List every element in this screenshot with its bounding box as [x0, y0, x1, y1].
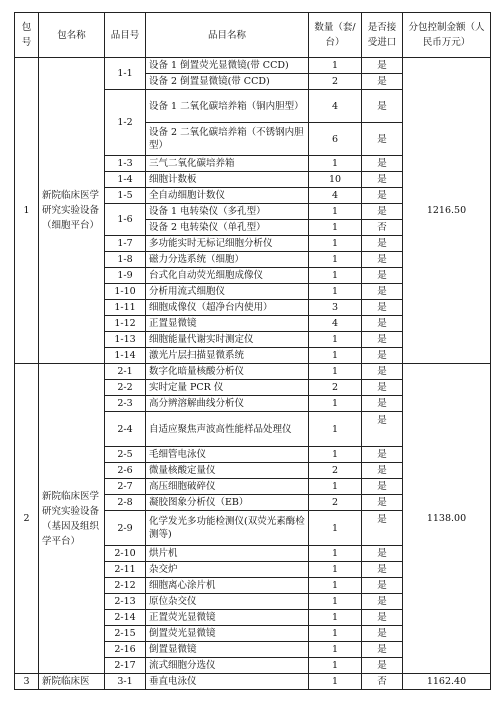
header-import: 是否接受进口	[362, 13, 403, 58]
header-pkg-name: 包名称	[39, 13, 105, 58]
item-qty: 1	[309, 332, 362, 348]
item-name: 设备 1 二氧化碳培养箱（铜内胆型）	[146, 90, 309, 123]
header-pkg-no: 包号	[15, 13, 39, 58]
procurement-table	[14, 12, 491, 690]
item-qty: 4	[309, 316, 362, 332]
item-import: 是	[362, 252, 403, 268]
item-qty: 1	[309, 236, 362, 252]
item-number: 1-9	[105, 268, 146, 284]
table-row	[15, 674, 491, 690]
item-import: 是	[362, 594, 403, 610]
item-qty: 3	[309, 300, 362, 316]
item-name: 倒置显微镜	[146, 642, 309, 658]
item-name: 高分辨溶解曲线分析仪	[146, 396, 309, 412]
item-import: 是	[362, 123, 403, 156]
item-qty: 2	[309, 463, 362, 479]
item-name: 流式细胞分选仪	[146, 658, 309, 674]
item-import: 是	[362, 412, 403, 447]
item-name: 细胞成像仪（超净台内使用）	[146, 300, 309, 316]
header-item-no: 品目号	[105, 13, 146, 58]
item-name: 凝胶图象分析仪（EB）	[146, 495, 309, 511]
item-name: 正置荧光显微镜	[146, 610, 309, 626]
item-qty: 4	[309, 90, 362, 123]
item-qty: 1	[309, 562, 362, 578]
item-import: 是	[362, 172, 403, 188]
item-name: 设备 2 倒置显微镜(带 CCD)	[146, 74, 309, 90]
item-import: 是	[362, 658, 403, 674]
item-qty: 1	[309, 594, 362, 610]
item-import: 是	[362, 348, 403, 364]
item-import: 是	[362, 495, 403, 511]
item-qty: 1	[309, 252, 362, 268]
item-qty: 1	[309, 658, 362, 674]
item-qty: 2	[309, 380, 362, 396]
item-number: 1-12	[105, 316, 146, 332]
item-qty: 1	[309, 610, 362, 626]
item-import: 是	[362, 236, 403, 252]
item-qty: 1	[309, 674, 362, 690]
item-qty: 10	[309, 172, 362, 188]
header-budget: 分包控制金额（人民币万元）	[403, 13, 491, 58]
item-qty: 1	[309, 412, 362, 447]
item-number: 2-12	[105, 578, 146, 594]
item-import: 是	[362, 562, 403, 578]
item-name: 细胞计数板	[146, 172, 309, 188]
table-row	[15, 58, 491, 74]
item-qty: 1	[309, 348, 362, 364]
item-name: 数字化暗量核酸分析仪	[146, 364, 309, 380]
item-number: 1-1	[105, 58, 146, 90]
item-number: 1-5	[105, 188, 146, 204]
item-number: 2-1	[105, 364, 146, 380]
item-name: 杂交炉	[146, 562, 309, 578]
item-number: 1-3	[105, 156, 146, 172]
item-import: 是	[362, 511, 403, 546]
item-import: 是	[362, 204, 403, 220]
item-import: 是	[362, 90, 403, 123]
item-number: 1-11	[105, 300, 146, 316]
item-name: 自适应聚焦声波高性能样品处理仪	[146, 412, 309, 447]
item-qty: 2	[309, 495, 362, 511]
item-qty: 1	[309, 511, 362, 546]
package-name: 新院临床医	[39, 674, 105, 690]
item-import: 是	[362, 463, 403, 479]
item-import: 是	[362, 58, 403, 74]
item-import: 是	[362, 578, 403, 594]
item-qty: 1	[309, 364, 362, 380]
item-number: 1-14	[105, 348, 146, 364]
item-name: 原位杂交仪	[146, 594, 309, 610]
procurement-table-page	[14, 12, 490, 690]
item-import: 是	[362, 156, 403, 172]
item-number: 1-10	[105, 284, 146, 300]
item-number: 1-6	[105, 204, 146, 236]
item-number: 2-14	[105, 610, 146, 626]
item-number: 2-11	[105, 562, 146, 578]
item-name: 激光片层扫描显微系统	[146, 348, 309, 364]
item-import: 是	[362, 364, 403, 380]
item-import: 否	[362, 674, 403, 690]
item-qty: 1	[309, 626, 362, 642]
item-name: 毛细管电泳仪	[146, 447, 309, 463]
item-name: 细胞离心涂片机	[146, 578, 309, 594]
header-item-name: 品目名称	[146, 13, 309, 58]
item-import: 是	[362, 332, 403, 348]
item-name: 设备 2 二氧化碳培养箱（不锈钢内胆型）	[146, 123, 309, 156]
item-import: 是	[362, 74, 403, 90]
item-qty: 1	[309, 204, 362, 220]
item-name: 磁力分选系统（细胞）	[146, 252, 309, 268]
item-name: 全自动细胞计数仪	[146, 188, 309, 204]
item-name: 正置显微镜	[146, 316, 309, 332]
item-import: 否	[362, 220, 403, 236]
item-number: 2-16	[105, 642, 146, 658]
item-qty: 1	[309, 156, 362, 172]
item-number: 2-3	[105, 396, 146, 412]
item-number: 2-13	[105, 594, 146, 610]
item-import: 是	[362, 642, 403, 658]
item-import: 是	[362, 447, 403, 463]
item-qty: 1	[309, 268, 362, 284]
item-import: 是	[362, 396, 403, 412]
package-number: 3	[15, 674, 39, 690]
item-number: 2-15	[105, 626, 146, 642]
package-number: 2	[15, 364, 39, 674]
item-qty: 1	[309, 220, 362, 236]
item-import: 是	[362, 610, 403, 626]
item-import: 是	[362, 316, 403, 332]
item-import: 是	[362, 546, 403, 562]
package-budget: 1162.40	[403, 674, 491, 690]
item-name: 实时定量 PCR 仪	[146, 380, 309, 396]
item-qty: 2	[309, 74, 362, 90]
item-number: 3-1	[105, 674, 146, 690]
item-number: 1-2	[105, 90, 146, 156]
table-row	[15, 364, 491, 380]
item-qty: 1	[309, 479, 362, 495]
item-import: 是	[362, 300, 403, 316]
item-qty: 1	[309, 546, 362, 562]
item-number: 2-8	[105, 495, 146, 511]
item-qty: 1	[309, 284, 362, 300]
item-name: 化学发光多功能检测仪(双荧光素酶检测等)	[146, 511, 309, 546]
item-number: 2-10	[105, 546, 146, 562]
item-name: 设备 2 电转染仪（单孔型）	[146, 220, 309, 236]
item-number: 1-7	[105, 236, 146, 252]
item-import: 是	[362, 626, 403, 642]
item-name: 多功能实时无标记细胞分析仪	[146, 236, 309, 252]
header-row	[15, 13, 491, 58]
item-number: 2-4	[105, 412, 146, 447]
item-name: 细胞能量代谢实时测定仪	[146, 332, 309, 348]
package-name: 新院临床医学研究实验设备（细胞平台）	[39, 58, 105, 364]
item-name: 微量核酸定量仪	[146, 463, 309, 479]
item-qty: 1	[309, 642, 362, 658]
item-name: 台式化自动荧光细胞成像仪	[146, 268, 309, 284]
item-qty: 6	[309, 123, 362, 156]
package-number: 1	[15, 58, 39, 364]
item-name: 分析用流式细胞仪	[146, 284, 309, 300]
item-name: 三气二氧化碳培养箱	[146, 156, 309, 172]
item-qty: 1	[309, 578, 362, 594]
item-qty: 1	[309, 58, 362, 74]
package-budget: 1138.00	[403, 364, 491, 674]
item-name: 设备 1 电转染仪（多孔型）	[146, 204, 309, 220]
item-number: 2-2	[105, 380, 146, 396]
package-name: 新院临床医学研究实验设备（基因及组织学平台）	[39, 364, 105, 674]
item-number: 2-6	[105, 463, 146, 479]
item-name: 倒置荧光显微镜	[146, 626, 309, 642]
item-name: 垂直电泳仪	[146, 674, 309, 690]
item-name: 烘片机	[146, 546, 309, 562]
item-number: 2-5	[105, 447, 146, 463]
item-name: 设备 1 倒置荧光显微镜(带 CCD)	[146, 58, 309, 74]
item-number: 1-13	[105, 332, 146, 348]
item-name: 高压细胞破碎仪	[146, 479, 309, 495]
item-qty: 1	[309, 447, 362, 463]
item-qty: 4	[309, 188, 362, 204]
item-import: 是	[362, 479, 403, 495]
item-qty: 1	[309, 396, 362, 412]
item-number: 1-8	[105, 252, 146, 268]
item-number: 2-17	[105, 658, 146, 674]
item-number: 2-9	[105, 511, 146, 546]
item-import: 是	[362, 380, 403, 396]
item-import: 是	[362, 188, 403, 204]
item-import: 是	[362, 268, 403, 284]
package-budget: 1216.50	[403, 58, 491, 364]
item-import: 是	[362, 284, 403, 300]
item-number: 1-4	[105, 172, 146, 188]
header-qty: 数量（套/台）	[309, 13, 362, 58]
item-number: 2-7	[105, 479, 146, 495]
